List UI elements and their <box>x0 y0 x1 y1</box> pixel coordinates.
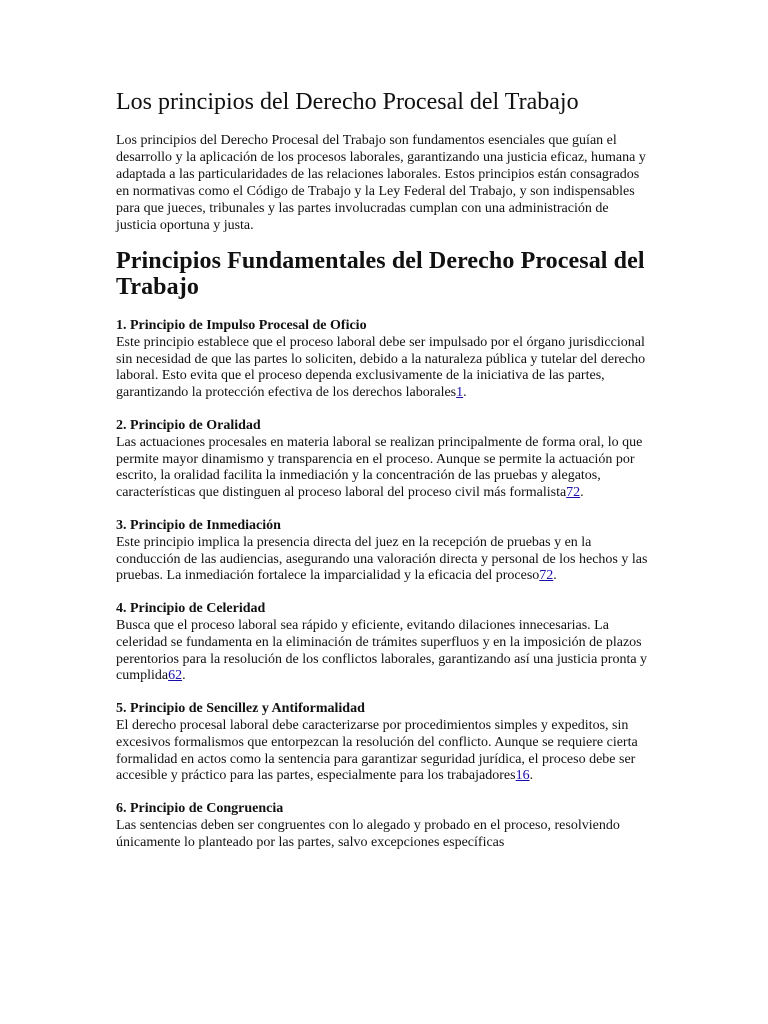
principle-text: Busca que el proceso laboral sea rápido y eficiente, evitando dilaciones innecesarias. La celeridad se fundamenta en la eliminación de trámites superfluos y en la imposición de plazos perentorios para la resolución de los conflictos laborales, garantizando así una justicia pronta y cumplida <box>116 617 648 684</box>
principle-text: Este principio implica la presencia directa del juez en la recepción de pruebas y en la conducción de las audiencias, asegurando una valoración directa y personal de los hechos y las pruebas. La inmediación fortalece la imparcialidad y la eficacia del proceso <box>116 534 648 584</box>
principle-text: Las actuaciones procesales en materia laboral se realizan principalmente de forma oral, lo que permite mayor dinamismo y transparencia en el proceso. Aunque se permite la actuación por escrito, la oralidad facilita la inmediación y la concentración de las pruebas y alegatos, características que distinguen al proceso laboral del proceso civil más formalista <box>116 434 643 501</box>
footnote-link[interactable]: 72 <box>539 568 554 584</box>
principle-2 <box>116 418 652 502</box>
principle-end-punctuation: . <box>182 668 186 684</box>
principle-title: 6. Principio de Congruencia <box>116 801 284 817</box>
document-page <box>116 86 652 868</box>
principle-end-punctuation: . <box>463 385 467 401</box>
principle-1 <box>116 318 652 402</box>
footnote-link[interactable]: 72 <box>566 485 581 501</box>
principle-text: Las sentencias deben ser congruentes con lo alegado y probado en el proceso, resolviendo únicamente lo planteado por las partes, salvo excepciones específicas <box>116 817 620 850</box>
section-heading: Principios Fundamentales del Derecho Procesal del Trabajo <box>116 248 645 300</box>
intro-paragraph: Los principios del Derecho Procesal del Trabajo son fundamentos esenciales que guían el desarrollo y la aplicación de los procesos laborales, garantizando una justicia eficaz, humana y adaptada a las particularidades de las relaciones laborales. Estos principios están consagrados en normativas como el Código de Trabajo y la Ley Federal del Trabajo, y son indispensables para que jueces, tribunales y las partes involucradas cumplan con una administración de justicia oportuna y justa. <box>116 133 646 233</box>
principle-title: 4. Principio de Celeridad <box>116 601 266 617</box>
principle-title: 5. Principio de Sencillez y Antiformalidad <box>116 701 365 717</box>
principle-end-punctuation: . <box>580 485 584 501</box>
principle-text: Este principio establece que el proceso laboral debe ser impulsado por el órgano jurisdiccional sin necesidad de que las partes lo soliciten, debido a la naturaleza pública y tutelar del derecho laboral. Esto evita que el proceso dependa exclusivamente de la iniciativa de las partes, garantizando la protección efectiva de los derechos laborales <box>116 334 646 401</box>
principle-5 <box>116 701 652 785</box>
principle-end-punctuation: . <box>553 568 557 584</box>
principle-text: El derecho procesal laboral debe caracterizarse por procedimientos simples y expeditos, sin excesivos formalismos que entorpezcan la resolución del conflicto. Aunque se requiere cierta formalidad en actos como la sentencia para garantizar seguridad jurídica, el proceso debe ser accesible y práctico para las partes, especialmente para los trabajadores <box>116 717 638 784</box>
principle-title: 3. Principio de Inmediación <box>116 517 281 533</box>
principle-title: 2. Principio de Oralidad <box>116 417 261 433</box>
principle-3 <box>116 518 652 585</box>
footnote-link[interactable]: 62 <box>168 668 183 684</box>
document-title: Los principios del Derecho Procesal del Trabajo <box>116 89 579 115</box>
principle-4 <box>116 601 652 685</box>
principle-title: 1. Principio de Impulso Procesal de Oficio <box>116 318 367 333</box>
footnote-link[interactable]: 16 <box>515 768 530 784</box>
principle-6 <box>116 801 652 851</box>
principle-end-punctuation: . <box>529 768 534 784</box>
footnote-link[interactable]: 1 <box>456 385 464 401</box>
